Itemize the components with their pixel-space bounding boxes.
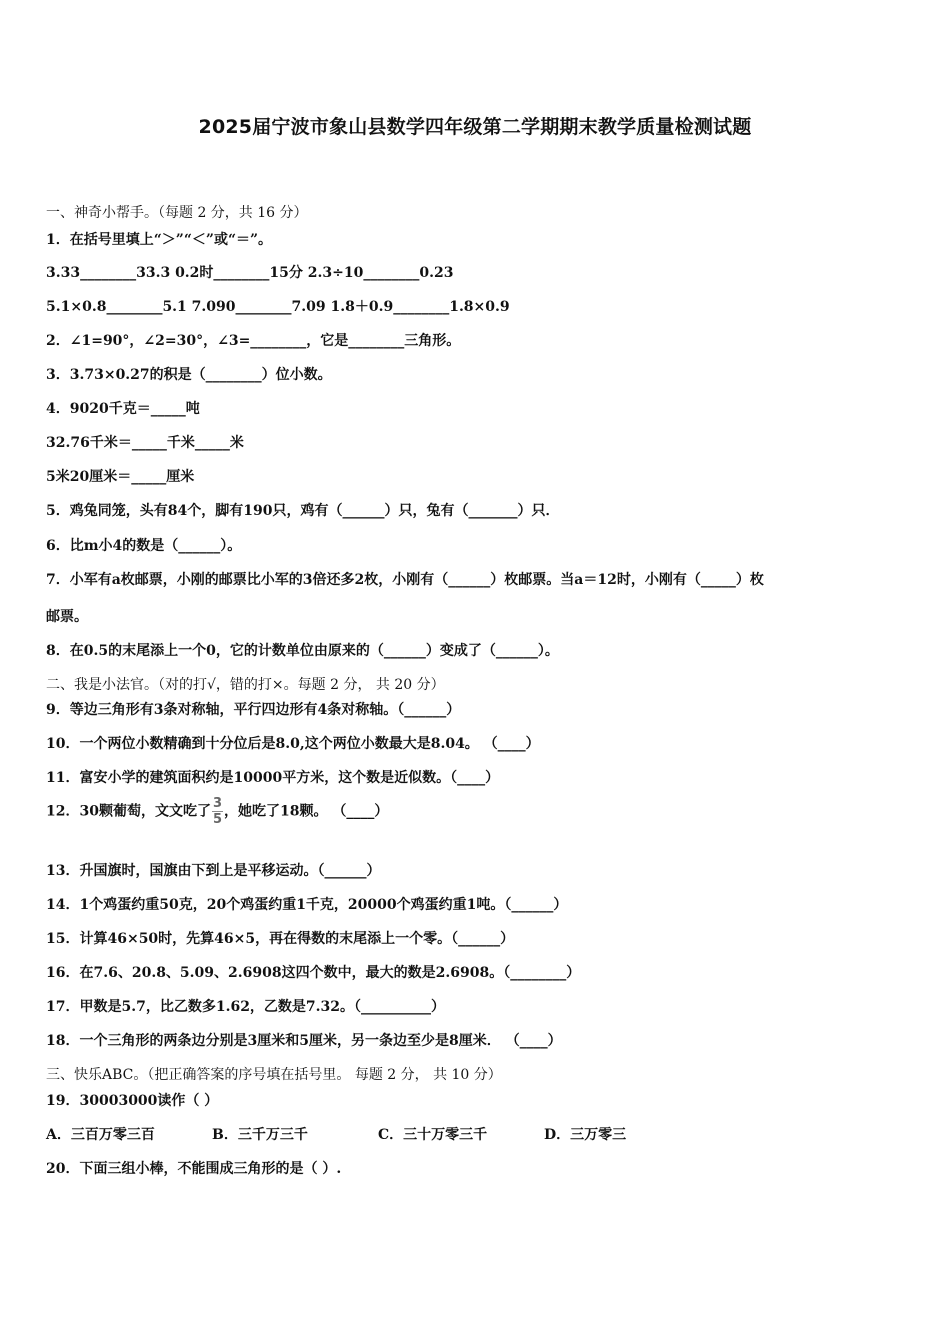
question-14: 14．1个鸡蛋约重50克，20个鸡蛋约重1千克，20000个鸡蛋约重1吨。（______） — [46, 897, 568, 913]
question-20: 20．下面三组小棒，不能围成三角形的是（ ）. — [46, 1161, 342, 1177]
option-c: C．三十万零三千 — [378, 1127, 488, 1143]
page-title: 2025届宁波市象山县数学四年级第二学期期末教学质量检测试题 — [198, 116, 752, 138]
question-4: 4．9020千克＝_____吨 — [46, 401, 200, 417]
fraction-numerator: 3 — [212, 796, 223, 811]
option-b: B．三千万三千 — [212, 1127, 308, 1143]
section-2-heading: 二、我是小法官。（对的打√，错的打×。每题 2 分， 共 20 分） — [46, 677, 445, 693]
question-19: 19．30003000读作（ ） — [46, 1093, 219, 1109]
question-7: 7．小军有a枚邮票，小刚的邮票比小军的3倍还多2枚，小刚有（______）枚邮票。当a＝12时，小刚有（_____）枚 — [46, 572, 764, 588]
fraction — [212, 797, 223, 826]
question-11: 11．富安小学的建筑面积约是10000平方米，这个数是近似数。（____） — [46, 770, 500, 786]
question-8: 8．在0.5的末尾添上一个0，它的计数单位由原来的（______）变成了（______）。 — [46, 643, 559, 659]
question-4-row-3: 5米20厘米＝_____厘米 — [46, 469, 195, 485]
question-1-row-2: 5.1×0.8________5.1 7.090________7.09 1.8＋0.9________1.8×0.9 — [46, 299, 510, 315]
option-a: A．三百万零三百 — [46, 1127, 155, 1143]
question-7-cont: 邮票。 — [46, 609, 88, 625]
question-12-text-after: ，她吃了18颗。 （____） — [224, 803, 389, 820]
question-15: 15．计算46×50时，先算46×5，再在得数的末尾添上一个零。（______） — [46, 931, 515, 947]
question-19-options — [46, 1124, 626, 1144]
question-12 — [46, 797, 388, 826]
option-d: D．三万零三 — [544, 1127, 627, 1143]
question-5: 5．鸡兔同笼，头有84个，脚有190只，鸡有（______）只，兔有（_______）只． — [46, 503, 560, 519]
question-3: 3．3.73×0.27的积是（________）位小数。 — [46, 367, 332, 383]
section-1-heading: 一、神奇小帮手。（每题 2 分，共 16 分） — [46, 205, 308, 221]
question-1: 1．在括号里填上“＞”“＜”或“＝”。 — [46, 232, 273, 248]
question-6: 6．比m小4的数是（______）。 — [46, 538, 242, 554]
question-17: 17．甲数是5.7，比乙数多1.62，乙数是7.32。（__________） — [46, 999, 446, 1015]
question-16: 16．在7.6、20.8、5.09、2.6908这四个数中，最大的数是2.6908。（________） — [46, 965, 581, 981]
question-12-text-before: 12．30颗葡萄，文文吃了 — [46, 803, 211, 820]
question-2: 2．∠1=90°，∠2=30°，∠3=________，它是________三角形。 — [46, 333, 461, 349]
question-18: 18．一个三角形的两条边分别是3厘米和5厘米，另一条边至少是8厘米． （____） — [46, 1033, 562, 1049]
section-3-heading: 三、快乐ABC。（把正确答案的序号填在括号里。 每题 2 分， 共 10 分） — [46, 1067, 502, 1083]
question-9: 9．等边三角形有3条对称轴，平行四边形有4条对称轴。（______） — [46, 702, 461, 718]
question-13: 13．升国旗时，国旗由下到上是平移运动。（______） — [46, 863, 381, 879]
question-4-row-2: 32.76千米＝_____千米_____米 — [46, 435, 244, 451]
question-10: 10．一个两位小数精确到十分位后是8.0,这个两位小数最大是8.04。 （____） — [46, 736, 540, 752]
fraction-denominator: 5 — [212, 812, 223, 827]
question-1-row-1: 3.33________33.3 0.2时________15分 2.3÷10________0.23 — [46, 265, 454, 281]
